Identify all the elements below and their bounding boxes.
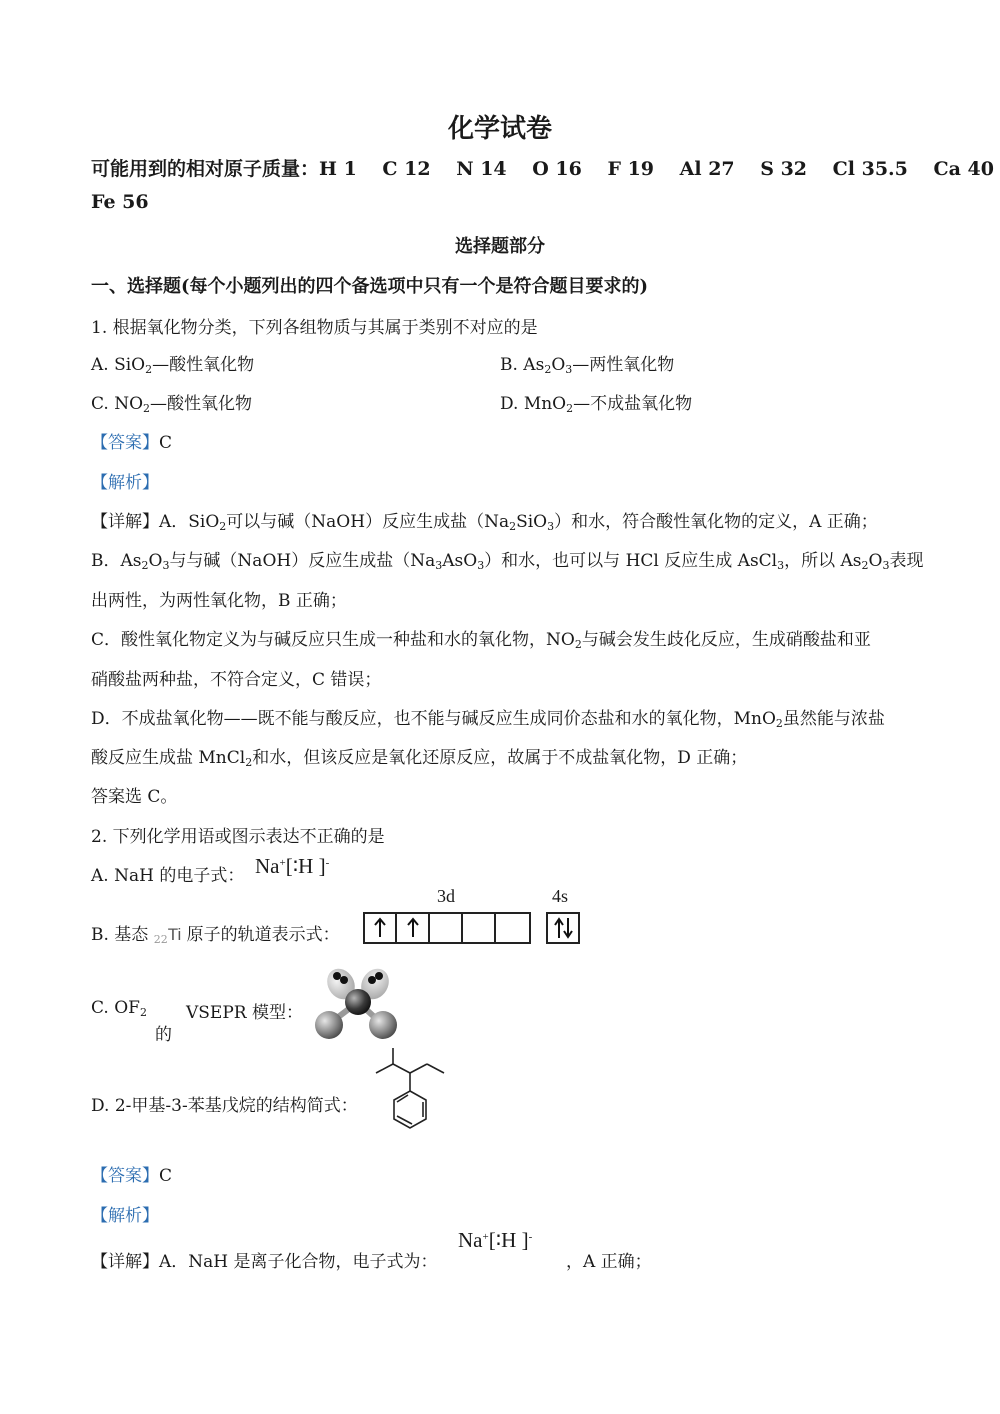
q2-analysis-tag: 【解析】 (91, 1206, 159, 1226)
q1-detail-line-1: 【详解】A．SiO$_2$可以与碱（NaOH）反应生成盐$(Na_2SiO_3)$和水，符合酸性氧化物的定义，A 正确； (91, 512, 878, 533)
answer-tag: 【答案】 (91, 433, 159, 453)
orbital-4s-label: 4s (552, 886, 569, 906)
detail-tag: 【详解】 (91, 512, 159, 532)
atomic-mass-line (91, 154, 994, 181)
nah-lewis-structure: Na+[∶H ]- (255, 854, 330, 878)
q1-detail-line-2: B．$As_2O_3$与与碱（NaOH）反应生成盐$(Na_3AsO_3)$和水，也可以与 HCl 反应生成 AsCl$_3$，所以 $As_2O_3$表现 (91, 551, 924, 572)
q1-option-b: B. $As_2O_3—$两性氧化物 (500, 355, 675, 376)
q1-detail-line-8: 答案选 C。 (91, 787, 178, 807)
q2-detail-line-1: 【详解】A．NaH 是离子化合物，电子式为： (91, 1252, 438, 1272)
q2-option-d: D. 2-甲基-3-苯基戊烷的结构简式： (91, 1096, 358, 1116)
orbital-3d-label: 3d (437, 886, 455, 906)
q2-option-a: A. NaH 的电子式： (91, 866, 245, 886)
q2-option-c: C. $OF_2$ (91, 998, 147, 1019)
q1-detail-line-6: D．不成盐氧化物——既不能与酸反应，也不能与碱反应生成同价态盐和水的氧化物，MnO$_2$虽然能与浓盐 (91, 709, 885, 730)
atomic-mass-values: H 1 C 12 N 14 O 16 F 19 Al 27 S 32 Cl 35.5 Ca 40 (319, 158, 994, 180)
answer-value: C (159, 433, 173, 453)
q1-analysis-tag: 【解析】 (91, 473, 159, 493)
q1-detail-line-4: C．酸性氧化物定义为与碱反应只生成一种盐和水的氧化物，$NO_2$与碱会发生歧化反应，生成硝酸盐和亚 (91, 630, 871, 651)
section-title: 选择题部分 (455, 236, 545, 257)
page-title: 化学试卷 (447, 114, 552, 144)
q2-answer (91, 1161, 172, 1186)
q1-option-a: A. SiO$_2$—酸性氧化物 (91, 355, 255, 376)
q2-stem: 2. 下列化学用语或图示表达不正确的是 (91, 827, 385, 847)
q2-option-b: B. 基态 $_{22}$Ti 原子的轨道表示式： (91, 925, 340, 946)
orbital-3d-box-4 (464, 914, 496, 944)
orbital-3d-box-1 (365, 914, 397, 944)
q1-detail-line-5: 硝酸盐两种盐，不符合定义，C 错误； (91, 670, 382, 690)
orbital-3d-box-5 (497, 914, 529, 944)
part-heading: 一、选择题(每个小题列出的四个备选项中只有一个是符合题目要求的) (91, 276, 649, 297)
atomic-mass-continued: Fe 56 (91, 191, 149, 213)
q2-detail-line-1-end: ，A 正确； (566, 1252, 652, 1272)
skeletal-structure-image (368, 1043, 454, 1137)
nah-lewis-structure-detail: Na+[∶H ]- (458, 1228, 533, 1252)
orbital-3d-box-2 (398, 914, 430, 944)
answer-tag: 【答案】 (91, 1166, 159, 1186)
detail-tag: 【详解】 (91, 1252, 159, 1272)
q1-stem: 1. 根据氧化物分类，下列各组物质与其属于类别不对应的是 (91, 318, 538, 338)
orbital-4s-box (546, 912, 580, 944)
q1-option-d: D. MnO$_2$—不成盐氧化物 (500, 394, 693, 415)
orbital-3d-boxes (363, 912, 531, 944)
answer-value: C (159, 1166, 173, 1186)
q1-detail-line-3: 出两性，为两性氧化物，B 正确； (91, 591, 347, 611)
vsepr-model-image (310, 962, 406, 1042)
q1-answer (91, 428, 172, 453)
q2-option-c-model-label: VSEPR 模型： (186, 1003, 303, 1023)
q1-detail-line-7: 酸反应生成盐 MnCl$_2$和水，但该反应是氧化还原反应，故属于不成盐氧化物，D 正确； (91, 748, 748, 769)
up-arrow-icon (365, 914, 395, 942)
atomic-mass-label: 可能用到的相对原子质量： (91, 158, 320, 180)
q1-option-c: C. $NO_2—$酸性氧化物 (91, 394, 253, 415)
up-arrow-icon (398, 914, 428, 942)
orbital-3d-box-3 (431, 914, 463, 944)
q2-option-c-de: 的 (155, 1025, 172, 1045)
paired-arrows-icon (548, 914, 578, 942)
